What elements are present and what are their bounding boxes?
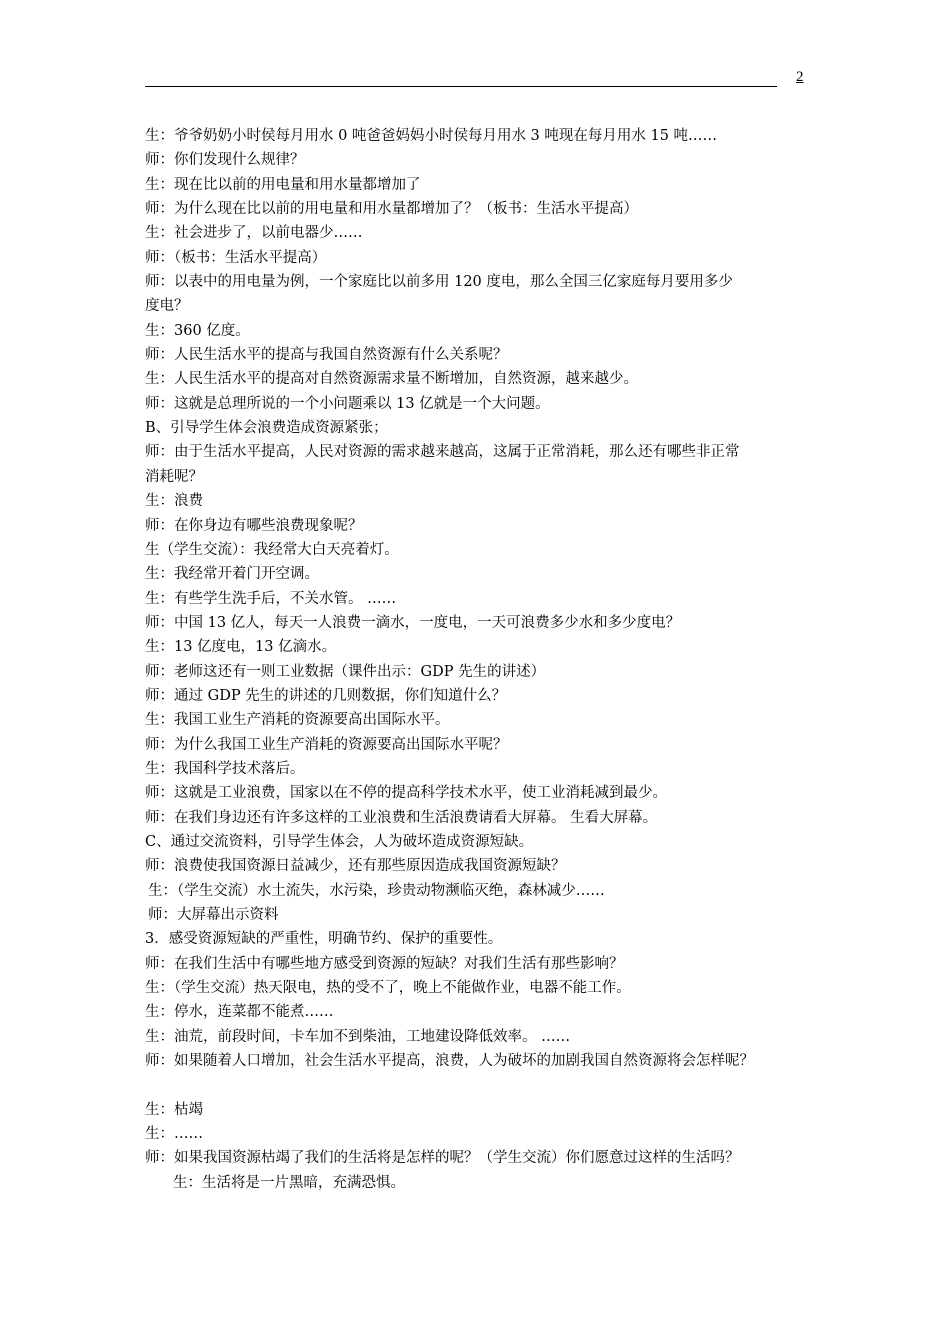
text-line: 生：停水，连菜都不能煮…… [145, 1004, 334, 1021]
page-number: 2 [796, 69, 804, 85]
text-line: 生：13 亿度电，13 亿滴水。 [145, 639, 337, 656]
text-line: 生：现在比以前的用电量和用水量都增加了 [145, 176, 421, 193]
text-line: 生：枯竭 [145, 1101, 203, 1118]
text-line: 师：由于生活水平提高，人民对资源的需求越来越高，这属于正常消耗，那么还有哪些非正常 [145, 444, 740, 461]
text-line: 生：爷爷奶奶小时侯每月用水 0 吨爸爸妈妈小时侯每月用水 3 吨现在每月用水 15 吨…… [145, 128, 718, 144]
text-line: 师：为什么现在比以前的用电量和用水量都增加了？（板书：生活水平提高） [145, 201, 638, 218]
text-line: 师：（板书：生活水平提高） [145, 249, 327, 266]
text-line: 生：360 亿度。 [145, 322, 250, 339]
text-line: 消耗呢？ [145, 468, 203, 485]
text-line: 师：如果我国资源枯竭了我们的生活将是怎样的呢？（学生交流）你们愿意过这样的生活吗？ [145, 1150, 740, 1167]
text-line: 师：浪费使我国资源日益减少，还有那些原因造成我国资源短缺？ [145, 858, 566, 875]
text-line: C、通过交流资料，引导学生体会，人为破坏造成资源短缺。 [145, 833, 534, 850]
text-line: B、引导学生体会浪费造成资源紧张； [145, 420, 388, 437]
text-line: 生：有些学生洗手后，不关水管。 …… [145, 590, 397, 607]
text-line: 生：油荒，前段时间，卡车加不到柴油，工地建设降低效率。 …… [145, 1028, 571, 1045]
text-line: 师：大屏幕出示资料 [148, 907, 279, 923]
text-line: 生：（学生交流）水土流失，水污染，珍贵动物濒临灭绝，森林减少…… [148, 882, 605, 899]
text-line: 师：在你身边有哪些浪费现象呢？ [145, 517, 363, 534]
text-line: 师：通过 GDP 先生的讲述的几则数据，你们知道什么？ [145, 687, 507, 704]
text-line: 生：生活将是一片黑暗，充满恐惧。 [173, 1174, 405, 1191]
text-line: 师：如果随着人口增加，社会生活水平提高，浪费，人为破坏的加剧我国自然资源将会怎样呢？ [145, 1053, 754, 1070]
header-rule [145, 86, 777, 87]
text-line: 师：中国 13 亿人，每天一人浪费一滴水，一度电，一天可浪费多少水和多少度电？ [145, 614, 681, 631]
text-line: 生：人民生活水平的提高对自然资源需求量不断增加，自然资源，越来越少。 [145, 371, 638, 388]
text-line: 师：在我们身边还有许多这样的工业浪费和生活浪费请看大屏幕。 生看大屏幕。 [145, 809, 658, 826]
text-line: 生：（学生交流）热天限电，热的受不了，晚上不能做作业，电器不能工作。 [145, 980, 631, 997]
text-line: 师：以表中的用电量为例，一个家庭比以前多用 120 度电，那么全国三亿家庭每月要用多少 [145, 274, 733, 291]
text-line: 生：我国科学技术落后。 [145, 760, 305, 777]
text-line: 生：我经常开着门开空调。 [145, 566, 319, 583]
blank-line [145, 1073, 825, 1097]
document-body [145, 124, 825, 1195]
text-line: 师：人民生活水平的提高与我国自然资源有什么关系呢？ [145, 347, 508, 364]
text-line: 师：这就是工业浪费，国家以在不停的提高科学技术水平，使工业消耗减到最少。 [145, 785, 667, 802]
text-line: 3．感受资源短缺的严重性，明确节约、保护的重要性。 [145, 931, 503, 948]
text-line: 师：这就是总理所说的一个小问题乘以 13 亿就是一个大问题。 [145, 395, 550, 412]
text-line: 师：在我们生活中有哪些地方感受到资源的短缺？对我们生活有那些影响？ [145, 955, 624, 972]
text-line: 师：老师这还有一则工业数据（课件出示：GDP 先生的讲述） [145, 663, 546, 680]
text-line: 度电？ [145, 298, 189, 315]
text-line: 生：我国工业生产消耗的资源要高出国际水平。 [145, 712, 450, 729]
text-line: 生：浪费 [145, 493, 203, 510]
text-line: 生：社会进步了，以前电器少…… [145, 225, 363, 242]
text-line: 生：…… [145, 1126, 203, 1143]
text-line: 生（学生交流）：我经常大白天亮着灯。 [145, 541, 399, 558]
text-line: 师：为什么我国工业生产消耗的资源要高出国际水平呢？ [145, 736, 508, 753]
text-line: 师：你们发现什么规律？ [145, 152, 305, 169]
